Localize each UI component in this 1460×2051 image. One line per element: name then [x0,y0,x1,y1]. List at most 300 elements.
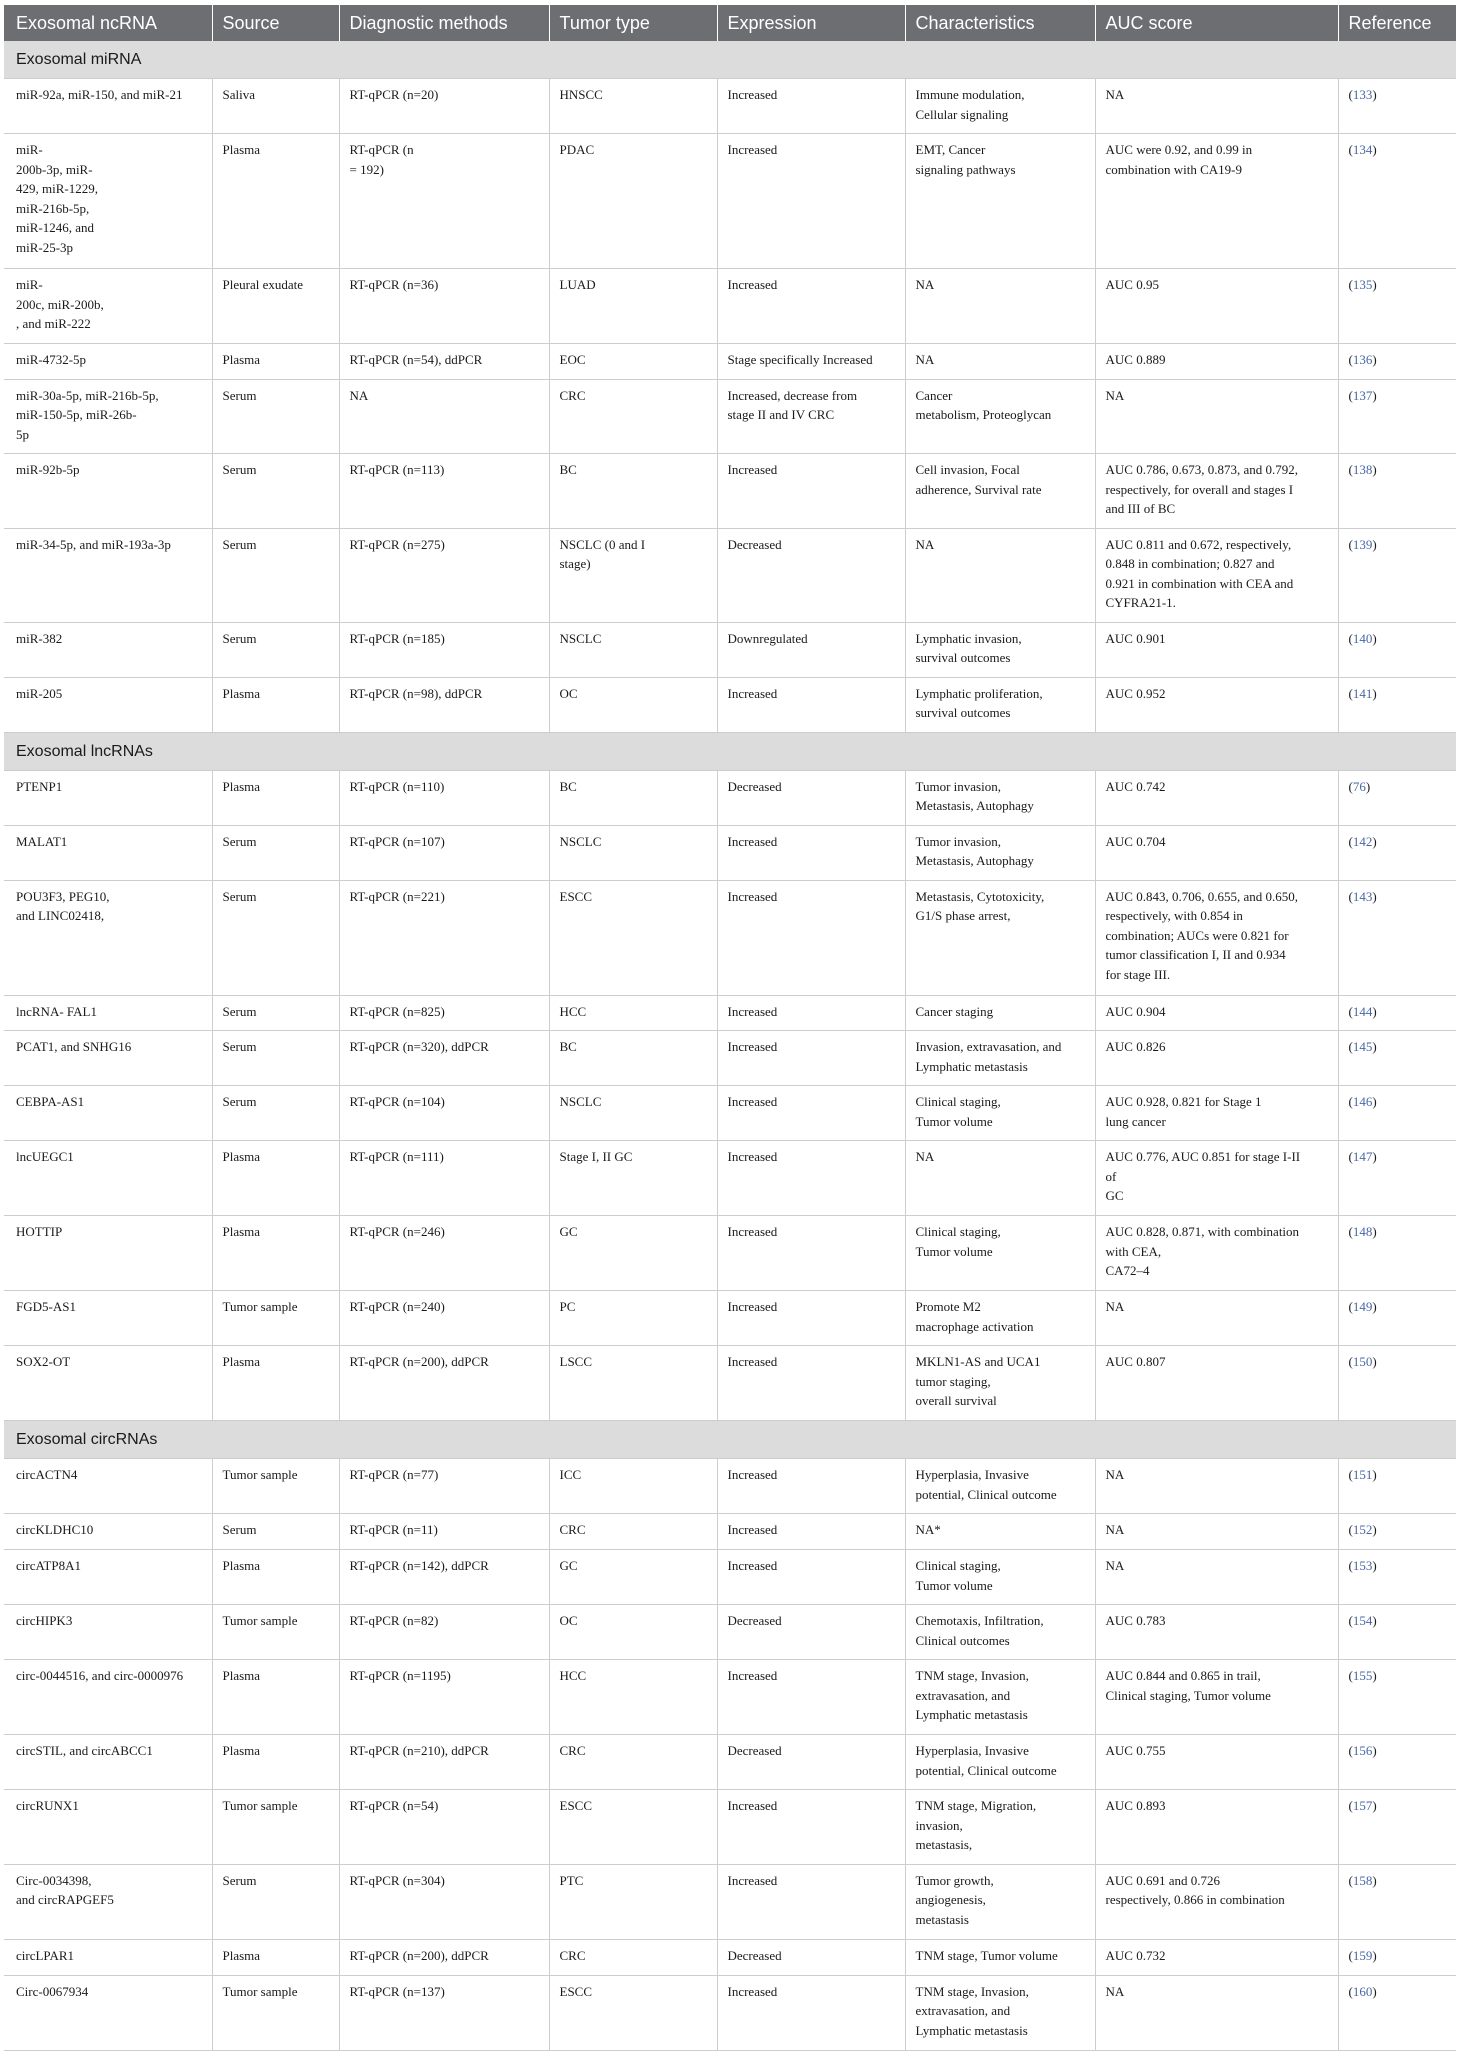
cell-tumor-type: PDAC [549,134,717,269]
cell-tumor-type: CRC [549,1735,717,1790]
cell-diagnostic-method: RT-qPCR (n=104) [339,1086,549,1141]
cell-source: Tumor sample [212,1975,339,2050]
table-container [4,5,1456,2051]
cell-source: Plasma [212,770,339,825]
cell-ncrna: miR-30a-5p, miR-216b-5p, miR-150-5p, miR-26b- 5p [4,379,212,454]
table-row [4,1216,1456,1291]
cell-ncrna: miR-4732-5p [4,343,212,379]
cell-reference: (153) [1338,1550,1456,1605]
cell-expression: Increased [717,1864,905,1939]
cell-ncrna: HOTTIP [4,1216,212,1291]
table-row [4,269,1456,344]
cell-diagnostic-method: RT-qPCR (n=320), ddPCR [339,1031,549,1086]
cell-expression: Decreased [717,1939,905,1975]
table-row [4,1605,1456,1660]
cell-diagnostic-method: RT-qPCR (n=77) [339,1459,549,1514]
cell-tumor-type: CRC [549,1514,717,1550]
cell-source: Serum [212,379,339,454]
cell-expression: Stage specifically Increased [717,343,905,379]
cell-expression: Increased [717,995,905,1031]
cell-diagnostic-method: RT-qPCR (n=82) [339,1605,549,1660]
cell-auc-score: AUC 0.828, 0.871, with combination with CEA, CA72–4 [1095,1216,1338,1291]
cell-tumor-type: ESCC [549,880,717,995]
cell-reference: (133) [1338,79,1456,134]
cell-tumor-type: NSCLC [549,622,717,677]
cell-tumor-type: BC [549,454,717,529]
cell-reference: (147) [1338,1141,1456,1216]
cell-expression: Increased [717,1550,905,1605]
cell-tumor-type: CRC [549,1939,717,1975]
cell-diagnostic-method: RT-qPCR (n=11) [339,1514,549,1550]
cell-auc-score: AUC 0.928, 0.821 for Stage 1 lung cancer [1095,1086,1338,1141]
table-row [4,1514,1456,1550]
table-row [4,1939,1456,1975]
cell-tumor-type: HNSCC [549,79,717,134]
cell-ncrna: SOX2-OT [4,1346,212,1421]
cell-expression: Increased [717,1514,905,1550]
header-diagnostic-methods: Diagnostic methods [339,5,549,41]
cell-characteristics: Clinical staging, Tumor volume [905,1216,1095,1291]
cell-tumor-type: OC [549,677,717,732]
cell-characteristics: Promote M2 macrophage activation [905,1291,1095,1346]
cell-expression: Increased [717,454,905,529]
cell-expression: Increased, decrease from stage II and IV CRC [717,379,905,454]
cell-expression: Decreased [717,528,905,622]
cell-expression: Increased [717,1291,905,1346]
cell-expression: Increased [717,677,905,732]
cell-ncrna: circRUNX1 [4,1790,212,1865]
reference-link[interactable]: 149 [1352,1299,1373,1314]
cell-source: Tumor sample [212,1291,339,1346]
cell-auc-score: AUC 0.776, AUC 0.851 for stage I-II of GC [1095,1141,1338,1216]
cell-tumor-type: ESCC [549,1975,717,2050]
cell-auc-score: AUC 0.691 and 0.726 respectively, 0.866 in combination [1095,1864,1338,1939]
cell-source: Serum [212,528,339,622]
cell-expression: Increased [717,825,905,880]
cell-diagnostic-method: RT-qPCR (n=110) [339,770,549,825]
reference-link[interactable]: 139 [1352,536,1373,552]
cell-reference: (142) [1338,825,1456,880]
data-table [4,5,1456,2051]
cell-tumor-type: NSCLC [549,1086,717,1141]
cell-diagnostic-method: RT-qPCR (n=221) [339,880,549,995]
cell-characteristics: Hyperplasia, Invasive potential, Clinical outcome [905,1735,1095,1790]
cell-auc-score: AUC 0.843, 0.706, 0.655, and 0.650, respectively, with 0.854 in combination; AUCs were 0.821 for tumor classification I, II and 0.934 for stage III. [1095,880,1338,995]
table-row [4,1864,1456,1939]
cell-auc-score: AUC 0.952 [1095,677,1338,732]
table-row [4,825,1456,880]
cell-tumor-type: PTC [549,1864,717,1939]
cell-ncrna: circHIPK3 [4,1605,212,1660]
cell-characteristics: Hyperplasia, Invasive potential, Clinical outcome [905,1459,1095,1514]
cell-diagnostic-method: RT-qPCR (n=107) [339,825,549,880]
cell-diagnostic-method: RT-qPCR (n = 192) [339,134,549,269]
cell-reference: (148) [1338,1216,1456,1291]
cell-auc-score: NA [1095,379,1338,454]
cell-source: Tumor sample [212,1790,339,1865]
header-expression: Expression [717,5,905,41]
cell-reference: (140) [1338,622,1456,677]
cell-reference: (154) [1338,1605,1456,1660]
cell-ncrna: MALAT1 [4,825,212,880]
cell-tumor-type: GC [549,1216,717,1291]
table-row [4,134,1456,269]
cell-expression: Increased [717,1790,905,1865]
cell-auc-score: NA [1095,1459,1338,1514]
cell-source: Plasma [212,343,339,379]
reference-link[interactable]: 136 [1352,351,1373,367]
cell-auc-score: AUC 0.901 [1095,622,1338,677]
cell-diagnostic-method: NA [339,379,549,454]
header-characteristics: Characteristics [905,5,1095,41]
cell-ncrna: PTENP1 [4,770,212,825]
cell-source: Serum [212,880,339,995]
cell-auc-score: AUC 0.732 [1095,1939,1338,1975]
cell-characteristics: NA [905,269,1095,344]
cell-characteristics: MKLN1-AS and UCA1 tumor staging, overall survival [905,1346,1095,1421]
cell-diagnostic-method: RT-qPCR (n=20) [339,79,549,134]
cell-ncrna: miR- 200b-3p, miR- 429, miR-1229, miR-216b-5p, miR-1246, and miR-25-3p [4,134,212,269]
cell-source: Plasma [212,1216,339,1291]
cell-reference: (134) [1338,134,1456,269]
cell-expression: Increased [717,880,905,995]
cell-auc-score: NA [1095,1291,1338,1346]
cell-diagnostic-method: RT-qPCR (n=54), ddPCR [339,343,549,379]
table-row [4,528,1456,622]
cell-tumor-type: HCC [549,1660,717,1735]
table-row [4,1291,1456,1346]
cell-reference: (157) [1338,1790,1456,1865]
cell-ncrna: circACTN4 [4,1459,212,1514]
reference-link[interactable]: 141 [1352,685,1373,701]
cell-diagnostic-method: RT-qPCR (n=137) [339,1975,549,2050]
reference-link[interactable]: 138 [1352,462,1373,477]
cell-reference: (76) [1338,770,1456,825]
cell-tumor-type: HCC [549,995,717,1031]
cell-ncrna: FGD5-AS1 [4,1291,212,1346]
cell-source: Serum [212,1031,339,1086]
reference-link[interactable]: 154 [1352,1613,1373,1628]
cell-expression: Increased [717,1346,905,1421]
cell-expression: Increased [717,269,905,344]
reference-link[interactable]: 159 [1352,1947,1373,1963]
cell-characteristics: Clinical staging, Tumor volume [905,1550,1095,1605]
cell-expression: Increased [717,1216,905,1291]
cell-auc-score: AUC 0.95 [1095,269,1338,344]
cell-expression: Downregulated [717,622,905,677]
cell-auc-score: AUC 0.755 [1095,1735,1338,1790]
cell-reference: (146) [1338,1086,1456,1141]
table-row [4,379,1456,454]
table-row [4,1459,1456,1514]
cell-expression: Increased [717,1086,905,1141]
cell-ncrna: Circ-0067934 [4,1975,212,2050]
cell-ncrna: miR-34-5p, and miR-193a-3p [4,528,212,622]
cell-characteristics: Lymphatic invasion, survival outcomes [905,622,1095,677]
cell-expression: Increased [717,1459,905,1514]
cell-reference: (158) [1338,1864,1456,1939]
reference-link[interactable]: 76 [1352,778,1366,794]
reference-link[interactable]: 153 [1352,1558,1373,1573]
cell-reference: (139) [1338,528,1456,622]
reference-link[interactable]: 142 [1352,833,1373,849]
cell-characteristics: Invasion, extravasation, and Lymphatic metastasis [905,1031,1095,1086]
cell-ncrna: miR- 200c, miR-200b, , and miR-222 [4,269,212,344]
cell-diagnostic-method: RT-qPCR (n=185) [339,622,549,677]
cell-characteristics: TNM stage, Migration, invasion, metastasis, [905,1790,1095,1865]
cell-expression: Decreased [717,1605,905,1660]
reference-link[interactable]: 143 [1352,888,1373,904]
cell-characteristics: Immune modulation, Cellular signaling [905,79,1095,134]
table-body [4,41,1456,2050]
section-header-row [4,1421,1456,1459]
cell-expression: Increased [717,1975,905,2050]
cell-ncrna: POU3F3, PEG10, and LINC02418, [4,880,212,995]
cell-ncrna: lncUEGC1 [4,1141,212,1216]
cell-diagnostic-method: RT-qPCR (n=304) [339,1864,549,1939]
cell-characteristics: Lymphatic proliferation, survival outcomes [905,677,1095,732]
cell-tumor-type: Stage I, II GC [549,1141,717,1216]
section-header-row [4,732,1456,770]
cell-expression: Increased [717,134,905,269]
cell-diagnostic-method: RT-qPCR (n=246) [339,1216,549,1291]
reference-link[interactable]: 158 [1352,1872,1373,1888]
header-tumor-type: Tumor type [549,5,717,41]
reference-link[interactable]: 140 [1352,630,1373,646]
cell-source: Tumor sample [212,1605,339,1660]
cell-ncrna: miR-205 [4,677,212,732]
cell-tumor-type: PC [549,1291,717,1346]
cell-characteristics: Cancer staging [905,995,1095,1031]
cell-auc-score: AUC were 0.92, and 0.99 in combination with CA19-9 [1095,134,1338,269]
cell-tumor-type: ESCC [549,1790,717,1865]
cell-diagnostic-method: RT-qPCR (n=1195) [339,1660,549,1735]
cell-source: Serum [212,1086,339,1141]
cell-auc-score: AUC 0.889 [1095,343,1338,379]
cell-expression: Increased [717,1031,905,1086]
cell-source: Serum [212,825,339,880]
cell-auc-score: AUC 0.826 [1095,1031,1338,1086]
cell-tumor-type: ICC [549,1459,717,1514]
cell-ncrna: miR-92a, miR-150, and miR-21 [4,79,212,134]
cell-auc-score: AUC 0.904 [1095,995,1338,1031]
cell-reference: (152) [1338,1514,1456,1550]
cell-tumor-type: OC [549,1605,717,1660]
table-row [4,79,1456,134]
cell-source: Pleural exudate [212,269,339,344]
cell-tumor-type: LUAD [549,269,717,344]
cell-auc-score: NA [1095,1975,1338,2050]
cell-expression: Decreased [717,1735,905,1790]
section-title: Exosomal circRNAs [4,1421,1456,1459]
table-row [4,770,1456,825]
cell-tumor-type: EOC [549,343,717,379]
cell-tumor-type: CRC [549,379,717,454]
reference-link[interactable]: 147 [1352,1149,1373,1164]
cell-tumor-type: BC [549,1031,717,1086]
table-row [4,1735,1456,1790]
cell-diagnostic-method: RT-qPCR (n=210), ddPCR [339,1735,549,1790]
reference-link[interactable]: 156 [1352,1743,1373,1758]
header-auc-score: AUC score [1095,5,1338,41]
cell-auc-score: AUC 0.807 [1095,1346,1338,1421]
cell-auc-score: AUC 0.783 [1095,1605,1338,1660]
cell-ncrna: circ-0044516, and circ-0000976 [4,1660,212,1735]
cell-auc-score: AUC 0.893 [1095,1790,1338,1865]
cell-reference: (138) [1338,454,1456,529]
cell-characteristics: EMT, Cancer signaling pathways [905,134,1095,269]
cell-characteristics: TNM stage, Tumor volume [905,1939,1095,1975]
cell-source: Serum [212,454,339,529]
header-row [4,5,1456,41]
cell-auc-score: NA [1095,1514,1338,1550]
reference-link[interactable]: 146 [1352,1094,1373,1109]
cell-diagnostic-method: RT-qPCR (n=36) [339,269,549,344]
cell-characteristics: NA* [905,1514,1095,1550]
cell-auc-score: AUC 0.786, 0.673, 0.873, and 0.792, respectively, for overall and stages I and III of BC [1095,454,1338,529]
cell-source: Serum [212,995,339,1031]
cell-diagnostic-method: RT-qPCR (n=113) [339,454,549,529]
cell-characteristics: Tumor invasion, Metastasis, Autophagy [905,825,1095,880]
table-row [4,1550,1456,1605]
cell-ncrna: Circ-0034398, and circRAPGEF5 [4,1864,212,1939]
cell-reference: (149) [1338,1291,1456,1346]
cell-characteristics: NA [905,343,1095,379]
table-row [4,1660,1456,1735]
cell-auc-score: NA [1095,1550,1338,1605]
reference-link[interactable]: 155 [1352,1668,1373,1683]
cell-auc-score: AUC 0.844 and 0.865 in trail, Clinical staging, Tumor volume [1095,1660,1338,1735]
cell-diagnostic-method: RT-qPCR (n=54) [339,1790,549,1865]
cell-expression: Decreased [717,770,905,825]
cell-source: Plasma [212,1550,339,1605]
cell-ncrna: lncRNA- FAL1 [4,995,212,1031]
cell-tumor-type: NSCLC (0 and I stage) [549,528,717,622]
cell-ncrna: miR-92b-5p [4,454,212,529]
header-source: Source [212,5,339,41]
cell-diagnostic-method: RT-qPCR (n=142), ddPCR [339,1550,549,1605]
cell-reference: (160) [1338,1975,1456,2050]
cell-characteristics: Tumor invasion, Metastasis, Autophagy [905,770,1095,825]
cell-reference: (155) [1338,1660,1456,1735]
cell-expression: Increased [717,1660,905,1735]
cell-reference: (137) [1338,379,1456,454]
table-row [4,1031,1456,1086]
cell-characteristics: NA [905,1141,1095,1216]
cell-ncrna: circLPAR1 [4,1939,212,1975]
cell-source: Saliva [212,79,339,134]
cell-ncrna: PCAT1, and SNHG16 [4,1031,212,1086]
section-title: Exosomal miRNA [4,41,1456,79]
cell-ncrna: circKLDHC10 [4,1514,212,1550]
section-title: Exosomal lncRNAs [4,732,1456,770]
cell-reference: (143) [1338,880,1456,995]
cell-ncrna: miR-382 [4,622,212,677]
cell-reference: (151) [1338,1459,1456,1514]
cell-tumor-type: NSCLC [549,825,717,880]
cell-characteristics: Metastasis, Cytotoxicity, G1/S phase arrest, [905,880,1095,995]
cell-diagnostic-method: RT-qPCR (n=200), ddPCR [339,1939,549,1975]
reference-link[interactable]: 157 [1352,1798,1373,1813]
table-row [4,1141,1456,1216]
cell-reference: (150) [1338,1346,1456,1421]
table-row [4,880,1456,995]
cell-characteristics: Cell invasion, Focal adherence, Survival rate [905,454,1095,529]
cell-reference: (141) [1338,677,1456,732]
cell-diagnostic-method: RT-qPCR (n=98), ddPCR [339,677,549,732]
table-row [4,343,1456,379]
cell-source: Serum [212,1864,339,1939]
cell-source: Plasma [212,1660,339,1735]
cell-characteristics: TNM stage, Invasion, extravasation, and Lymphatic metastasis [905,1975,1095,2050]
cell-characteristics: Chemotaxis, Infiltration, Clinical outcomes [905,1605,1095,1660]
cell-ncrna: circATP8A1 [4,1550,212,1605]
reference-link[interactable]: 151 [1352,1467,1373,1482]
cell-source: Serum [212,622,339,677]
table-row [4,677,1456,732]
cell-tumor-type: BC [549,770,717,825]
cell-reference: (156) [1338,1735,1456,1790]
cell-diagnostic-method: RT-qPCR (n=200), ddPCR [339,1346,549,1421]
cell-source: Plasma [212,1735,339,1790]
section-header-row [4,41,1456,79]
reference-link[interactable]: 137 [1352,387,1373,403]
header-ncrna: Exosomal ncRNA [4,5,212,41]
cell-auc-score: AUC 0.704 [1095,825,1338,880]
reference-link[interactable]: 134 [1352,142,1373,157]
header-reference: Reference [1338,5,1456,41]
cell-reference: (144) [1338,995,1456,1031]
reference-link[interactable]: 148 [1352,1224,1373,1239]
cell-characteristics: Cancer metabolism, Proteoglycan [905,379,1095,454]
reference-link[interactable]: 133 [1352,87,1373,102]
cell-auc-score: NA [1095,79,1338,134]
cell-characteristics: Clinical staging, Tumor volume [905,1086,1095,1141]
cell-reference: (159) [1338,1939,1456,1975]
cell-ncrna: CEBPA-AS1 [4,1086,212,1141]
reference-link[interactable]: 150 [1352,1354,1373,1369]
cell-expression: Increased [717,1141,905,1216]
cell-characteristics: Tumor growth, angiogenesis, metastasis [905,1864,1095,1939]
cell-source: Serum [212,1514,339,1550]
reference-link[interactable]: 144 [1352,1003,1373,1019]
cell-reference: (135) [1338,269,1456,344]
cell-tumor-type: LSCC [549,1346,717,1421]
cell-expression: Increased [717,79,905,134]
cell-diagnostic-method: RT-qPCR (n=825) [339,995,549,1031]
table-row [4,995,1456,1031]
table-row [4,1975,1456,2050]
reference-link[interactable]: 160 [1352,1983,1373,1999]
cell-tumor-type: GC [549,1550,717,1605]
reference-link[interactable]: 135 [1352,277,1373,292]
reference-link[interactable]: 145 [1352,1039,1373,1054]
cell-source: Plasma [212,1141,339,1216]
cell-diagnostic-method: RT-qPCR (n=240) [339,1291,549,1346]
cell-auc-score: AUC 0.742 [1095,770,1338,825]
cell-auc-score: AUC 0.811 and 0.672, respectively, 0.848 in combination; 0.827 and 0.921 in combination with CEA and CYFRA21-1. [1095,528,1338,622]
cell-reference: (145) [1338,1031,1456,1086]
cell-source: Plasma [212,1939,339,1975]
cell-reference: (136) [1338,343,1456,379]
reference-link[interactable]: 152 [1352,1522,1373,1537]
cell-source: Plasma [212,1346,339,1421]
table-row [4,1790,1456,1865]
cell-source: Tumor sample [212,1459,339,1514]
cell-source: Plasma [212,677,339,732]
table-row [4,1346,1456,1421]
cell-diagnostic-method: RT-qPCR (n=275) [339,528,549,622]
